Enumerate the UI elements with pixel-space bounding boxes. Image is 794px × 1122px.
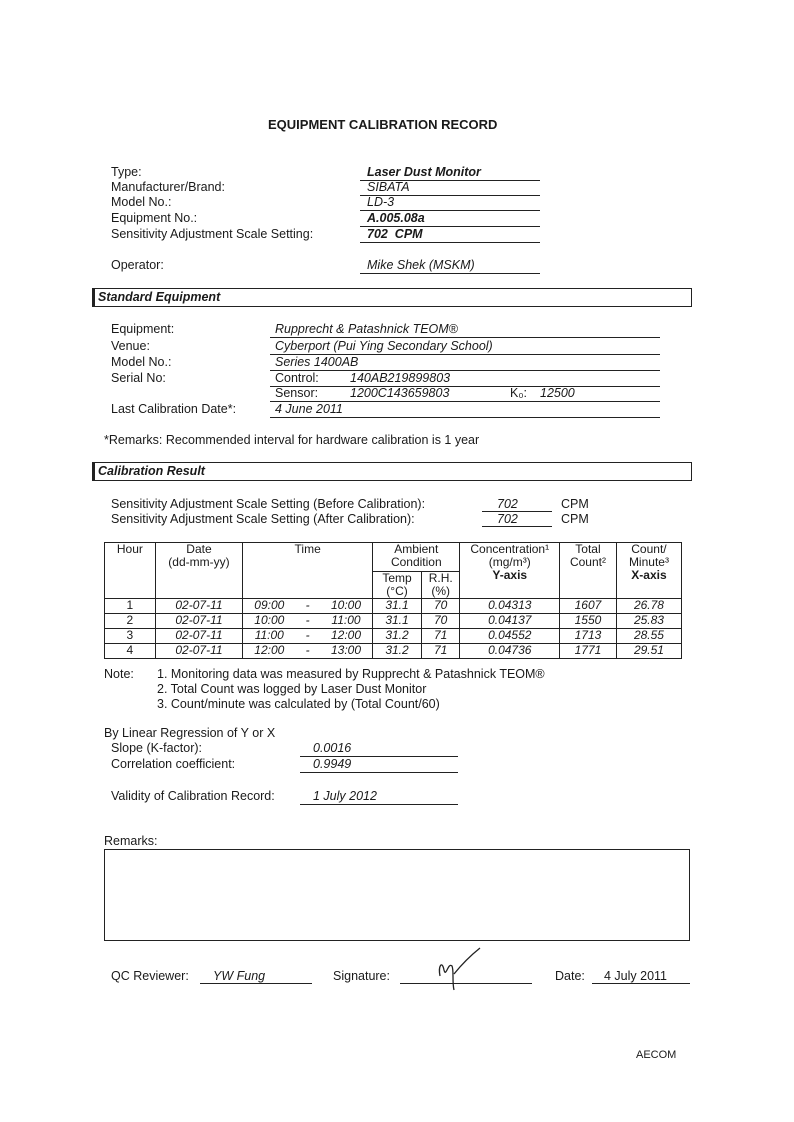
regression-heading: By Linear Regression of Y or X <box>104 726 276 740</box>
col-date: Date (dd-mm-yy) <box>155 543 242 599</box>
model-label: Model No.: <box>111 195 172 209</box>
control-value: 140AB219899803 <box>350 371 451 385</box>
note-item: 2. Total Count was logged by Laser Dust Monitor <box>157 682 427 696</box>
after-calibration-unit: CPM <box>561 512 589 526</box>
remarks-box <box>104 849 690 941</box>
note-label: Note: <box>104 667 134 681</box>
table-row: 2 02-07-11 10:00 - 11:00 31.1 70 0.04137 1550 25.83 <box>105 614 682 629</box>
sensor-value: 1200C143659803 <box>350 386 450 400</box>
col-temp: Temp (°C) <box>373 572 422 599</box>
before-calibration-label: Sensitivity Adjustment Scale Setting (Before Calibration): <box>111 497 426 511</box>
control-label: Control: <box>275 371 319 385</box>
slope-label: Slope (K-factor): <box>111 741 203 755</box>
validity-value: 1 July 2012 <box>313 789 377 803</box>
ko-value: 12500 <box>540 386 575 400</box>
sensor-label: Sensor: <box>275 386 319 400</box>
type-label: Type: <box>111 165 142 179</box>
note-item: 1. Monitoring data was measured by Rupprecht & Patashnick TEOM® <box>157 667 545 681</box>
after-calibration-label: Sensitivity Adjustment Scale Setting (After Calibration): <box>111 512 415 526</box>
venue-label: Venue: <box>111 339 150 353</box>
correlation-label: Correlation coefficient: <box>111 757 236 771</box>
equipment-value: Rupprecht & Patashnick TEOM® <box>275 322 458 336</box>
col-rh: R.H. (%) <box>421 572 460 599</box>
date-value: 4 July 2011 <box>604 969 668 983</box>
equipment-no-value: A.005.08a <box>367 211 425 225</box>
calibration-result-header <box>92 462 692 481</box>
col-total-count: Total Count² <box>560 543 617 599</box>
date-label: Date: <box>555 969 585 983</box>
sensitivity-value: 702 CPM <box>367 227 423 241</box>
type-value: Laser Dust Monitor <box>367 165 481 179</box>
validity-label: Validity of Calibration Record: <box>111 789 275 803</box>
table-row: 1 02-07-11 09:00 - 10:00 31.1 70 0.04313 1607 26.78 <box>105 599 682 614</box>
remarks-label: Remarks: <box>104 834 158 848</box>
col-time: Time <box>243 543 373 599</box>
page-title: EQUIPMENT CALIBRATION RECORD <box>268 117 498 132</box>
qc-reviewer-value: YW Fung <box>213 969 266 983</box>
before-calibration-unit: CPM <box>561 497 589 511</box>
table-row: 4 02-07-11 12:00 - 13:00 31.2 71 0.04736 1771 29.51 <box>105 644 682 659</box>
sensitivity-label: Sensitivity Adjustment Scale Setting: <box>111 227 314 241</box>
standard-equipment-header <box>92 288 692 307</box>
table-header-row <box>105 543 682 572</box>
table-row: 3 02-07-11 11:00 - 12:00 31.2 71 0.04552 1713 28.55 <box>105 629 682 644</box>
company-logo-text: AECOM <box>636 1049 677 1061</box>
note-item: 3. Count/minute was calculated by (Total Count/60) <box>157 697 440 711</box>
calibration-result-heading: Calibration Result <box>98 464 205 478</box>
operator-label: Operator: <box>111 258 164 272</box>
model-value: LD-3 <box>367 195 395 209</box>
operator-value: Mike Shek (MSKM) <box>367 258 475 272</box>
signature-mark <box>430 944 490 994</box>
after-calibration-value: 702 <box>497 512 518 526</box>
qc-reviewer-label: QC Reviewer: <box>111 969 189 983</box>
model-no-value: Series 1400AB <box>275 355 359 369</box>
correlation-value: 0.9949 <box>313 757 352 771</box>
model-no-label: Model No.: <box>111 355 172 369</box>
manufacturer-value: SIBATA <box>367 180 410 194</box>
slope-value: 0.0016 <box>313 741 352 755</box>
serial-label: Serial No: <box>111 371 166 385</box>
last-calibration-value: 4 June 2011 <box>275 402 343 416</box>
last-calibration-label: Last Calibration Date*: <box>111 402 237 416</box>
signature-label: Signature: <box>333 969 390 983</box>
col-ambient: Ambient Condition <box>373 543 460 572</box>
manufacturer-label: Manufacturer/Brand: <box>111 180 225 194</box>
before-calibration-value: 702 <box>497 497 518 511</box>
ko-label: K₀: <box>510 386 527 400</box>
equipment-label: Equipment: <box>111 322 175 336</box>
col-concentration: Concentration¹ (mg/m³) Y-axis <box>460 543 560 599</box>
col-hour: Hour <box>105 543 156 599</box>
standard-equipment-heading: Standard Equipment <box>98 290 221 304</box>
hardware-remark: *Remarks: Recommended interval for hardware calibration is 1 year <box>104 433 480 447</box>
equipment-no-label: Equipment No.: <box>111 211 198 225</box>
calibration-table <box>104 542 682 659</box>
col-count-minute: Count/ Minute³ X-axis <box>616 543 681 599</box>
venue-value: Cyberport (Pui Ying Secondary School) <box>275 339 493 353</box>
